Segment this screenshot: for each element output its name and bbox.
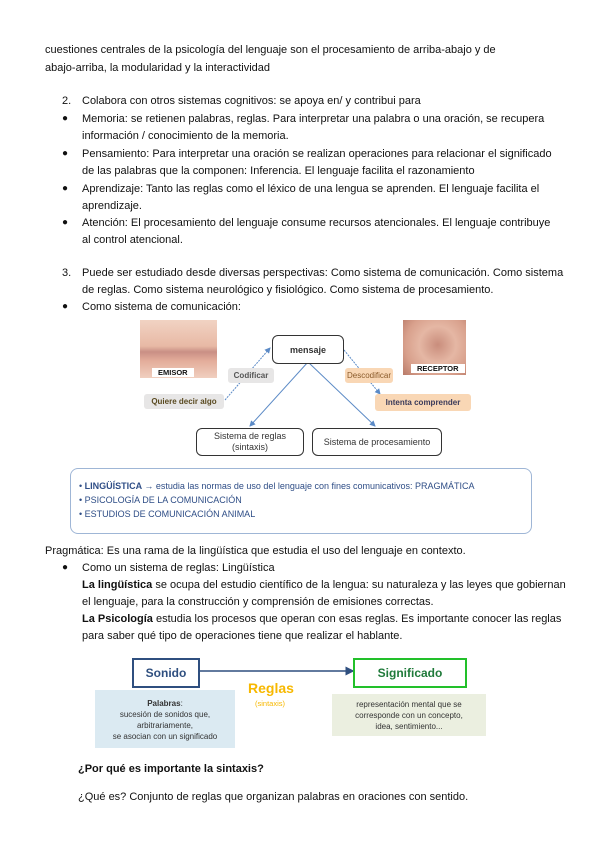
item-text: Puede ser estudiado desde diversas perspectivas: Como sistema de comunicación. Como sistema xyxy=(82,267,564,279)
intro-line: cuestiones centrales de la psicología del lenguaje son el procesamiento de arriba-abajo y de xyxy=(45,44,496,56)
bold-term: La Psicología xyxy=(82,613,153,625)
sistema-procesamiento-box: Sistema de procesamiento xyxy=(312,428,442,456)
bullet: • xyxy=(79,495,83,505)
text: representación mental que se xyxy=(356,700,462,709)
item-number: 3. xyxy=(62,267,72,279)
quiere-decir-label: Quiere decir algo xyxy=(144,394,224,409)
intro-line: abajo-arriba, la modularidad y la interactividad xyxy=(45,62,271,74)
list-text: estudia las normas de uso del lenguaje con fines comunicativos: PRAGMÁTICA xyxy=(153,481,475,491)
text: estudia los procesos que operan con esas reglas. Es importante conocer las reglas xyxy=(152,613,562,625)
receptor-label: RECEPTOR xyxy=(411,364,465,373)
representacion-box xyxy=(332,694,486,736)
mensaje-box: mensaje xyxy=(272,335,344,364)
item-text: Colabora con otros sistemas cognitivos: se apoya en/ y contribui para xyxy=(82,95,421,107)
intenta-comprender-label: Intenta comprender xyxy=(375,394,471,411)
bullet: • xyxy=(79,509,83,519)
pragmatica-text: Pragmática: Es una rama de la lingüística que estudia el uso del lenguaje en contexto. xyxy=(45,545,466,557)
text: para saber qué tipo de operaciones tiene que realizar el hablante. xyxy=(82,630,403,642)
bullet-text: Memoria: se retienen palabras, reglas. Para interpretar una palabra o una oración, se recupera xyxy=(82,113,545,125)
codificar-label: Codificar xyxy=(228,368,274,383)
text: arbitrariamente, xyxy=(136,721,194,730)
box-line: (sintaxis) xyxy=(231,442,268,452)
text: sucesión de sonidos que, xyxy=(119,710,211,719)
text: se asocian con un significado xyxy=(112,732,218,741)
list-bold: LINGÜÍSTICA → xyxy=(84,481,154,491)
bullet-text: Atención: El procesamiento del lenguaje consume recursos atencionales. El lenguaje contribuye xyxy=(82,217,551,229)
sonido-box: Sonido xyxy=(132,658,200,688)
bullet: ● xyxy=(62,217,69,228)
text: corresponde con un concepto, xyxy=(355,711,463,720)
item-number: 2. xyxy=(62,95,72,107)
text: : xyxy=(180,699,183,708)
significado-box: Significado xyxy=(353,658,467,688)
bullet: ● xyxy=(62,301,69,312)
palabras-title: Palabras xyxy=(147,699,181,708)
list-text: ESTUDIOS DE COMUNICACIÓN ANIMAL xyxy=(84,509,256,519)
question-heading: ¿Por qué es importante la sintaxis? xyxy=(78,763,264,775)
list-text: PSICOLOGÍA DE LA COMUNICACIÓN xyxy=(84,495,242,505)
text: idea, sentimiento... xyxy=(375,722,443,731)
bullet: ● xyxy=(62,562,69,573)
bullet-text: al control atencional. xyxy=(82,234,183,246)
reglas-label: Reglas xyxy=(248,680,294,696)
box-line: Sistema de reglas xyxy=(213,431,287,441)
bullet-text: aprendizaje. xyxy=(82,200,142,212)
text: se ocupa del estudio científico de la lengua: su naturaleza y las leyes que gobiernan xyxy=(152,579,566,591)
palabras-box xyxy=(95,690,235,748)
descodificar-label: Descodificar xyxy=(345,368,393,383)
bullet: ● xyxy=(62,113,69,124)
bullet-text: Pensamiento: Para interpretar una oración se realizan operaciones para relacionar el significado xyxy=(82,148,552,160)
answer-text: ¿Qué es? Conjunto de reglas que organizan palabras en oraciones con sentido. xyxy=(78,791,469,803)
bullet-text: Como sistema de comunicación: xyxy=(82,301,241,313)
emisor-label: EMISOR xyxy=(152,368,194,377)
bullet-text: de las palabras que la componen: Inferencia. El lenguaje facilita el razonamiento xyxy=(82,165,475,177)
bullet: • xyxy=(79,481,83,491)
bullet-text: Como un sistema de reglas: Lingüística xyxy=(82,562,275,574)
bullet: ● xyxy=(62,148,69,159)
item-text: de reglas. Como sistema neurológico y fisiológico. Como sistema de procesamiento. xyxy=(82,284,494,296)
bullet: ● xyxy=(62,183,69,194)
bullet-text: Aprendizaje: Tanto las reglas como el léxico de una lengua se aprenden. El lenguaje facilita el xyxy=(82,183,540,195)
bullet-text: información / conocimiento de la memoria. xyxy=(82,130,289,142)
bold-term: La lingüística xyxy=(82,579,153,591)
sintaxis-label: (sintaxis) xyxy=(255,699,286,708)
text: el lenguaje, para la construcción y comprensión de emisiones correctas. xyxy=(82,596,434,608)
